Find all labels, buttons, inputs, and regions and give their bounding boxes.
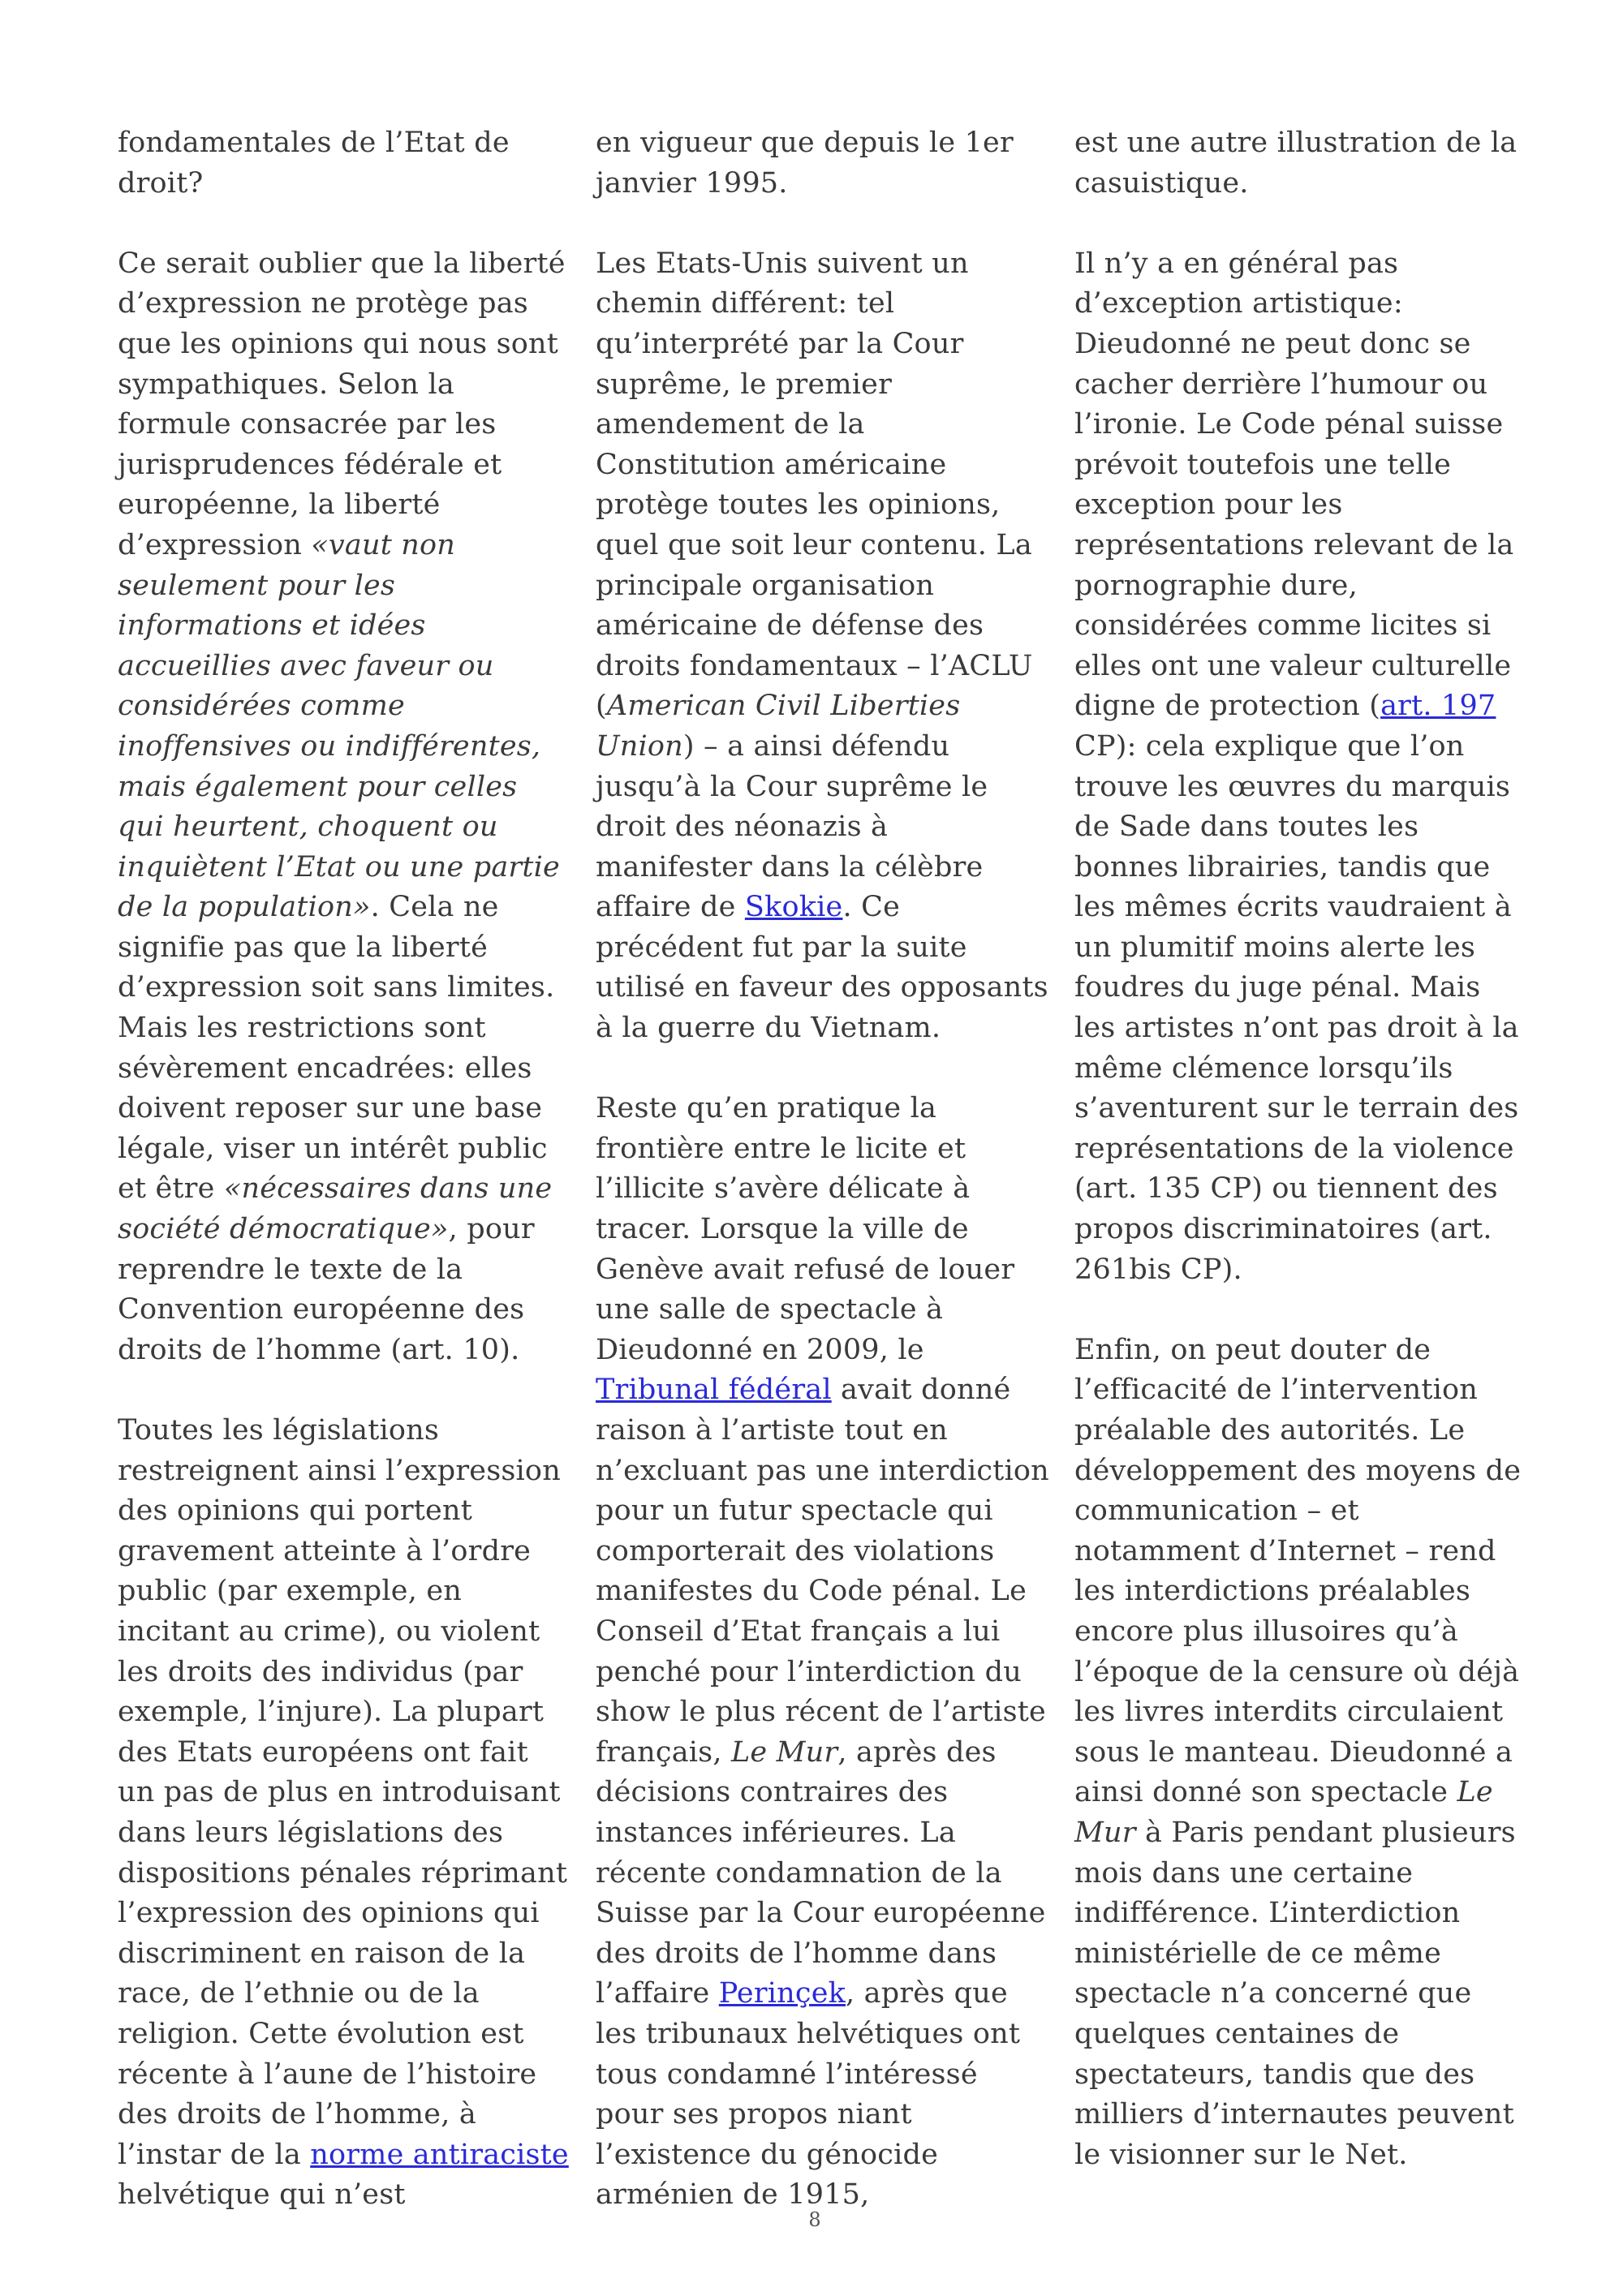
paragraph-text: CP): cela explique que l’on trouve les œuvres du marquis de Sade dans toutes les bonnes librairies, tandis que les mêmes écrits vaudraient à un plumitif moins alerte les foudres du juge pénal. Mais les artistes n’ont pas droit à la même clémence lorsqu’ils s’aventurent sur le terrain des représentations de la violence (art. 135 CP) ou tiennent des propos discriminatoires (art. 261bis CP).: [1074, 729, 1519, 1286]
organization-name-italic: American Civil Liberties Union: [596, 690, 961, 763]
paragraph-text: Enfin, on peut douter de l’efficacité de l’intervention préalable des autorités. Le développement des moyens de communication – et notamment d’Internet – rend les interdictions préalables encore plus illusoires qu’à l’époque de la censure où déjà les livres interdits circulaient sous le manteau. Dieudonné a ainsi donné son spectacle: [1074, 1333, 1522, 1809]
paragraph-text: Les Etats-Unis suivent un chemin différent: tel qu’interprété par la Cour suprême, le premier amendement de la Constitution américaine protège toutes les opinions, quel que soit leur contenu. La principale organisation américaine de défense des droits fondamentaux – l’ACLU (: [596, 247, 1033, 723]
paragraph-text: est une autre illustration de la casuistique.: [1074, 127, 1518, 200]
link-art-197[interactable]: art. 197: [1380, 690, 1496, 723]
text-column-2: [596, 123, 1050, 2216]
quote-italic: «vaut non seulement pour les informations et idées accueillies avec faveur ou considérées comme inoffensives ou indifférentes, mais également pour celles qui heurtent, choquent ou inquiètent l’Etat ou une partie de la population»: [118, 528, 560, 924]
link-tribunal-federal[interactable]: Tribunal fédéral: [596, 1374, 832, 1407]
paragraph: [596, 123, 1050, 204]
paragraph-text: à Paris pendant plusieurs mois dans une certaine indifférence. L’interdiction ministérielle de ce même spectacle n’a concerné que quelques centaines de spectateurs, tandis que des milliers d’internautes peuvent le visionner sur le Net.: [1074, 1816, 1516, 2171]
paragraph-text: fondamentales de l’Etat de droit?: [118, 127, 510, 200]
paragraph-text: Reste qu’en pratique la frontière entre le licite et l’illicite s’avère délicate à tracer. Lorsque la ville de Genève avait refusé de louer une salle de spectacle à Dieudonné en 2009, le: [596, 1092, 1015, 1366]
paragraph-text: ) – a ainsi défendu jusqu’à la Cour suprême le droit des néonazis à manifester dans la célèbre affaire de: [596, 729, 988, 924]
paragraph-text: Ce serait oublier que la liberté d’expression ne protège pas que les opinions qui nous sont sympathiques. Selon la formule consacrée par les jurisprudences fédérale et européenne, la liberté d’expression: [118, 247, 566, 561]
paragraph: [1074, 123, 1529, 204]
paragraph-text: . Cela ne signifie pas que la liberté d’expression soit sans limites. Mais les restrictions sont sévèrement encadrées: elles doivent reposer sur une base légale, viser un intérêt public et être: [118, 891, 555, 1206]
text-column-3: [1074, 123, 1529, 2175]
link-skokie[interactable]: Skokie: [744, 891, 843, 924]
link-norme-antiraciste[interactable]: norme antiraciste: [310, 2138, 569, 2171]
paragraph-text: avait donné raison à l’artiste tout en n’excluant pas une interdiction pour un futur spectacle qui comporterait des violations manifestes du Code pénal. Le Conseil d’Etat français a lui penché pour l’interdiction du show le plus récent de l’artiste français,: [596, 1374, 1049, 1769]
paragraph-text: helvétique qui n’est: [118, 2178, 406, 2212]
paragraph: [118, 244, 572, 1371]
paragraph-text: en vigueur que depuis le 1er janvier 1995.: [596, 127, 1014, 200]
link-perincek[interactable]: Perinçek: [718, 1977, 846, 2010]
quote-italic: «nécessaires dans une société démocratique»: [118, 1172, 553, 1246]
paragraph-text: Toutes les législations restreignent ainsi l’expression des opinions qui portent gravement atteinte à l’ordre public (par exemple, en incitant au crime), ou violent les droits des individus (par exemple, l’injure). La plupart des Etats européens ont fait un pas de plus en introduisant dans leurs législations des dispositions pénales réprimant l’expression des opinions qui discriminent en raison de la race, de l’ethnie ou de la religion. Cette évolution est récente à l’aune de l’histoire des droits de l’homme, à l’instar de la: [118, 1414, 568, 2171]
paragraph-text: , pour reprendre le texte de la Convention européenne des droits de l’homme (art. 10).: [118, 1213, 535, 1366]
paragraph: [1074, 1331, 1529, 2175]
paragraph-text: , après que les tribunaux helvétiques ont tous condamné l’intéressé pour ses propos niant l’existence du génocide arménien de 1915,: [596, 1977, 1021, 2212]
paragraph-text: Il n’y a en général pas d’exception artistique: Dieudonné ne peut donc se cacher derrière l’humour ou l’ironie. Le Code pénal suisse prévoit toutefois une telle exception pour les représentations relevant de la pornographie dure, considérées comme licites si elles ont une valeur culturelle digne de protection (: [1074, 247, 1514, 723]
show-title-italic: Le Mur: [730, 1735, 838, 1769]
page-number: 8: [808, 2208, 821, 2231]
show-title-italic: Le Mur: [1074, 1776, 1493, 1849]
paragraph: [118, 1411, 572, 2216]
paragraph: [1074, 244, 1529, 1290]
paragraph-text: , après des décisions contraires des instances inférieures. La récente condamnation de la Suisse par la Cour européenne des droits de l’homme dans l’affaire: [596, 1735, 1046, 2010]
paragraph: [596, 1089, 1050, 2216]
text-column-1: [118, 123, 572, 2216]
paragraph-text: . Ce précédent fut par la suite utilisé en faveur des opposants à la guerre du Vietnam.: [596, 891, 1048, 1045]
paragraph: [596, 244, 1050, 1049]
paragraph: [118, 123, 572, 204]
